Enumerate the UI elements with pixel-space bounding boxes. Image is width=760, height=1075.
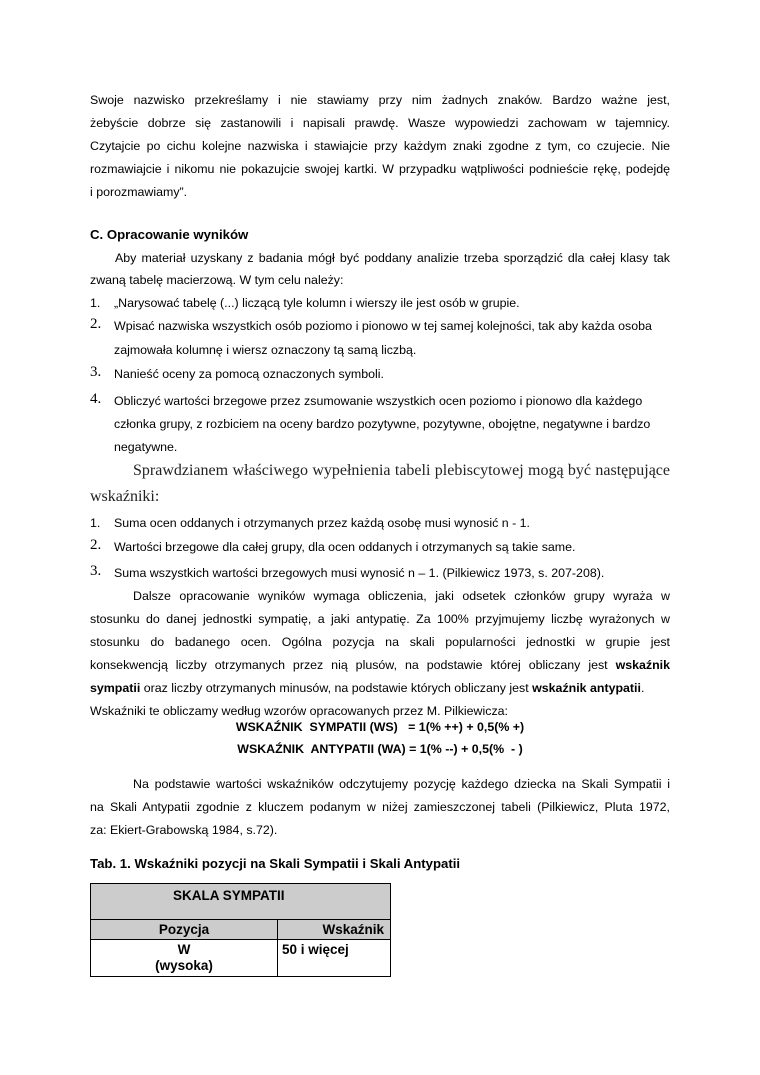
intro-line: Czytajcie po cichu kolejne nazwiska i stawiajcie przy każdym znaki zgodne z tym, co czujecie. Nie — [90, 139, 670, 153]
step-number: 4. — [90, 391, 102, 407]
column-header-position: Pozycja — [91, 920, 278, 940]
position-subtitle: (wysoka) — [155, 958, 213, 973]
closing-line: Na podstawie wartości wskaźników odczytujemy pozycję każdego dziecka na Skali Sympatii i — [133, 777, 670, 791]
analysis-line: stosunku do badanego ocen. Ogólna pozycja na skali popularności jednostki w grupie jest — [90, 635, 670, 649]
section-intro-line: Aby materiał uzyskany z badania mógł być poddany analizie trzeba sporządzić dla całej klasy tak — [115, 251, 670, 265]
indicator-number: 2. — [90, 537, 102, 553]
analysis-text: oraz liczby otrzymanych minusów, na podstawie których obliczany jest — [140, 681, 533, 695]
analysis-line — [90, 680, 670, 696]
sympathy-scale-table — [90, 883, 391, 977]
indicator-text: Suma ocen oddanych i otrzymanych przez każdą osobę musi wynosić n - 1. — [114, 516, 530, 530]
table-header-row — [91, 920, 391, 940]
analysis-line: Dalsze opracowanie wyników wymaga obliczenia, jaki odsetek członków grupy wyraża w — [133, 589, 670, 603]
closing-line: na Skali Antypatii zgodnie z kluczem podanym w niżej zamieszczonej tabeli (Pilkiewicz, Pluta 1972, — [90, 800, 670, 814]
step-text: członka grupy, z rozbiciem na oceny bardzo pozytywne, pozytywne, obojętne, negatywne i bardzo — [114, 417, 651, 431]
intro-line: i porozmawiamy”. — [90, 185, 188, 199]
analysis-bold-term: sympatii — [90, 681, 141, 695]
step-text: Obliczyć wartości brzegowe przez zsumowanie wszystkich ocen poziomo i pionowo dla każdego — [114, 394, 643, 408]
formula-antipathy: WSKAŹNIK ANTYPATII (WA) = 1(% --) + 0,5(% - ) — [237, 742, 523, 756]
indicator-number: 1. — [90, 516, 101, 530]
table-title: SKALA SYMPATII — [91, 884, 391, 920]
position-value: W — [177, 942, 191, 957]
closing-line: za: Ekiert-Grabowską 1984, s.72). — [90, 823, 278, 837]
formula-sympathy: WSKAŹNIK SYMPATII (WS) = 1(% ++) + 0,5(% +) — [235, 720, 525, 734]
step-number: 3. — [90, 364, 102, 380]
indicator-cell: 50 i więcej — [278, 940, 391, 977]
analysis-bold-term: wskaźnik antypatii — [532, 681, 641, 695]
step-text: Nanieść oceny za pomocą oznaczonych symboli. — [114, 367, 384, 381]
analysis-line: Wskaźniki te obliczamy według wzorów opracowanych przez M. Pilkiewicza: — [90, 704, 508, 718]
intro-line: żebyście dobrze się zastanowili i napisali prawdę. Wasze wypowiedzi zachowam w tajemnicy. — [90, 116, 670, 130]
section-heading: C. Opracowanie wyników — [90, 227, 249, 242]
analysis-line: stosunku do danej jednostki sympatię, a jaki antypatię. Za 100% przyjmujemy liczbę wyrażonych w — [90, 612, 670, 626]
table-caption: Tab. 1. Wskaźniki pozycji na Skali Sympatii i Skali Antypatii — [90, 856, 461, 871]
table-row — [91, 940, 391, 977]
step-text: Wpisać nazwiska wszystkich osób poziomo i pionowo w tej samej kolejności, tak aby każda osoba — [114, 319, 652, 333]
analysis-text: . — [640, 681, 645, 695]
step-text: „Narysować tabelę (...) liczącą tyle kolumn i wierszy ile jest osób w grupie. — [114, 296, 520, 310]
intro-line: rozmawiajcie i nikomu nie pokazujcie swojej kartki. W przypadku wątpliwości podnieście rękę, podejdę — [90, 162, 670, 176]
step-number: 1. — [90, 296, 101, 310]
table-title-row — [91, 884, 391, 920]
step-text: zajmowała kolumnę i wiersz oznaczony tą samą liczbą. — [114, 343, 417, 357]
indicator-text: Wartości brzegowe dla całej grupy, dla ocen oddanych i otrzymanych są takie same. — [114, 540, 576, 554]
analysis-text: konsekwencją liczby otrzymanych przez nią plusów, na podstawie której obliczany jest — [90, 658, 616, 672]
intro-line: Swoje nazwisko przekreślamy i nie stawiamy przy nim żadnych znaków. Bardzo ważne jest, — [90, 93, 670, 107]
section-intro-line: zwaną tabelę macierzową. W tym celu należy: — [90, 273, 344, 287]
position-cell — [91, 940, 278, 977]
analysis-line — [90, 657, 670, 673]
step-number: 2. — [90, 316, 102, 332]
indicator-number: 3. — [90, 563, 102, 579]
indicator-text: Suma wszystkich wartości brzegowych musi wynosić n – 1. (Pilkiewicz 1973, s. 207-208). — [114, 566, 605, 580]
column-header-indicator: Wskaźnik — [278, 920, 391, 940]
indicators-intro-line: wskaźniki: — [90, 488, 160, 505]
step-text: negatywne. — [114, 440, 178, 454]
analysis-bold-term: wskaźnik — [615, 658, 670, 672]
indicators-intro-line: Sprawdzianem właściwego wypełnienia tabeli plebiscytowej mogą być następujące — [133, 462, 670, 479]
